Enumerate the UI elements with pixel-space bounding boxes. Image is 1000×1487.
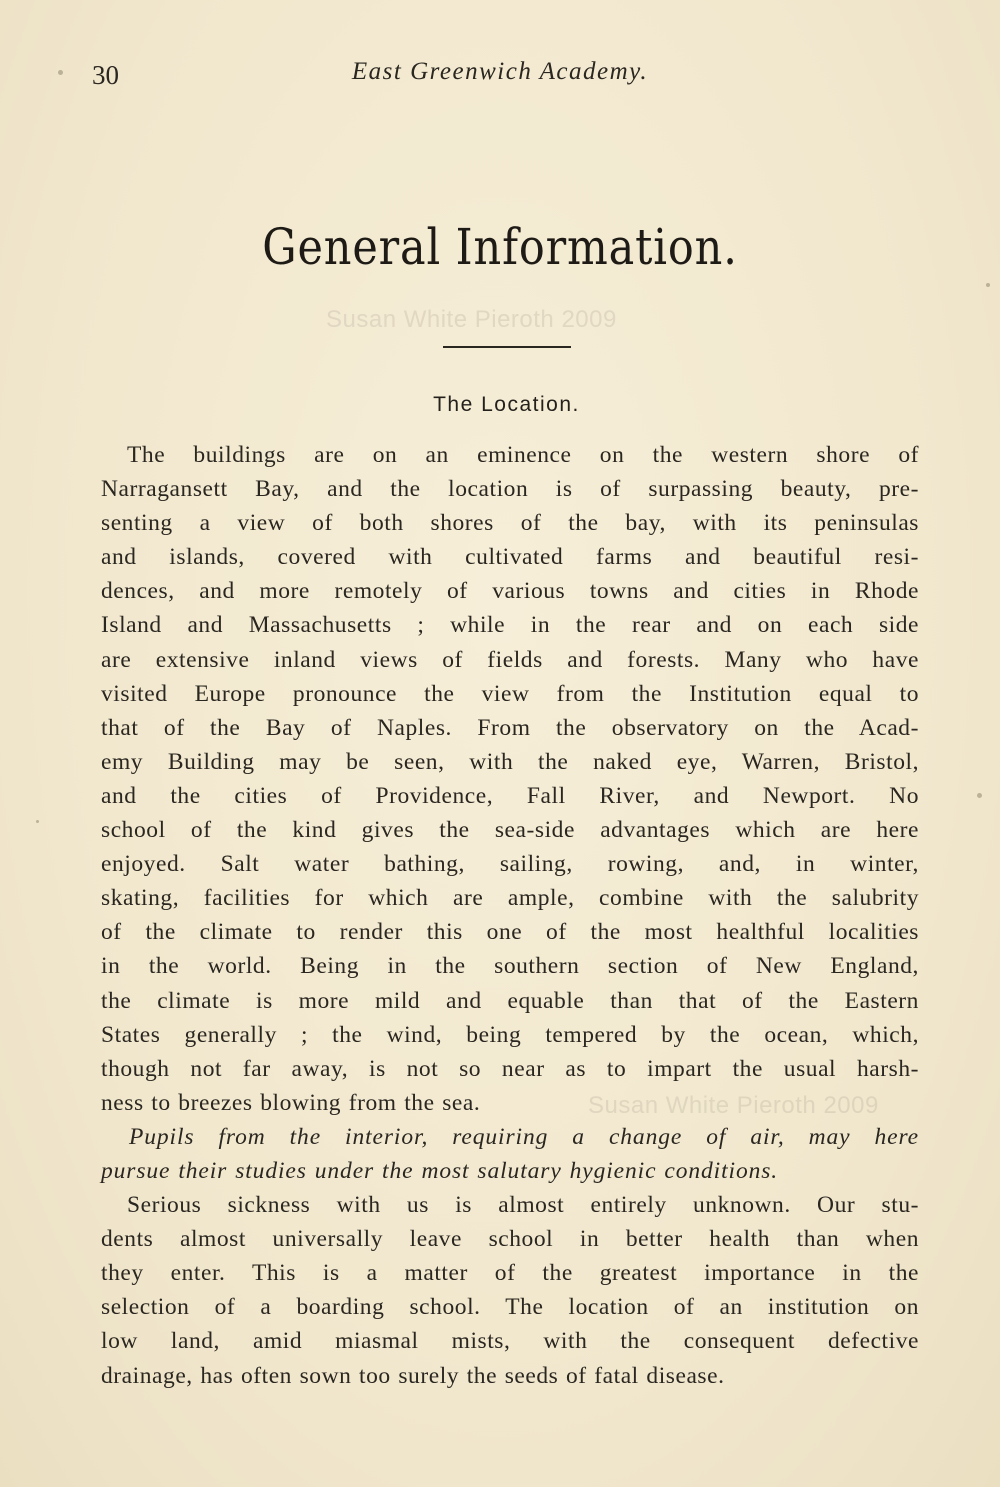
paragraph-line: enjoyed. Salt water bathing, sailing, rowing, and, in winter, [101, 851, 919, 878]
body-text [101, 438, 919, 1393]
paragraph-line: dences, and more remotely of various towns and cities in Rhode [101, 578, 919, 605]
paragraph-line: The buildings are on an eminence on the western shore of [127, 442, 919, 468]
paper-speck [977, 793, 982, 798]
paper-speck [58, 70, 63, 75]
paragraph-line: low land, amid miasmal mists, with the consequent defective [101, 1328, 919, 1355]
page-title: General Information. [262, 218, 738, 276]
paragraph-line: the climate is more mild and equable than that of the Eastern [101, 987, 919, 1014]
paragraph-line: and islands, covered with cultivated farms and beautiful resi- [101, 544, 919, 571]
paper-speck [36, 820, 39, 823]
paragraph-line: though not far away, is not so near as to impart the usual harsh- [101, 1055, 919, 1082]
page-number: 30 [92, 60, 119, 90]
watermark-inline: Susan White Pieroth 2009 [588, 1092, 879, 1119]
paragraph-line: in the world. Being in the southern section of New England, [101, 953, 919, 980]
running-title: East Greenwich Academy. [351, 58, 649, 85]
paragraph-line: drainage, has often sown too surely the seeds of fatal disease. [101, 1362, 725, 1389]
italic-line: pursue their studies under the most salutary hygienic conditions. [101, 1157, 779, 1184]
paragraph-line: visited Europe pronounce the view from the Institution equal to [101, 680, 919, 707]
paragraph-line: Serious sickness with us is almost entirely unknown. Our stu- [127, 1192, 919, 1219]
paragraph-line: school of the kind gives the sea-side advantages which are here [101, 817, 919, 844]
paragraph-line: ness to breezes blowing from the sea. [101, 1089, 481, 1116]
paragraph-line: senting a view of both shores of the bay, with its peninsulas [101, 510, 919, 537]
watermark-top: Susan White Pieroth 2009 [326, 306, 617, 333]
paragraph-line: of the climate to render this one of the most healthful localities [101, 919, 919, 946]
paragraph-line: skating, facilities for which are ample, combine with the salubrity [101, 885, 919, 912]
paragraph-line: selection of a boarding school. The location of an institution on [101, 1294, 919, 1321]
section-heading: The Location. [433, 393, 580, 416]
running-head [0, 58, 1000, 98]
paragraph-line: they enter. This is a matter of the greatest importance in the [101, 1260, 919, 1287]
paragraph-line: Island and Massachusetts ; while in the rear and on each side [101, 612, 919, 639]
paragraph-line: dents almost universally leave school in better health than when [101, 1226, 919, 1253]
paper-speck [986, 283, 990, 287]
paragraph-line: emy Building may be seen, with the naked eye, Warren, Bristol, [101, 748, 919, 775]
paragraph-line: and the cities of Providence, Fall River, and Newport. No [101, 782, 919, 809]
italic-line: Pupils from the interior, requiring a change of air, may here [129, 1123, 919, 1150]
paragraph-line: States generally ; the wind, being tempered by the ocean, which, [101, 1021, 919, 1048]
paragraph-line: that of the Bay of Naples. From the observatory on the Acad- [101, 714, 919, 741]
title-rule [443, 346, 571, 348]
paragraph-line: Narragansett Bay, and the location is of surpassing beauty, pre- [101, 476, 919, 503]
paragraph-line: are extensive inland views of fields and forests. Many who have [101, 646, 919, 673]
